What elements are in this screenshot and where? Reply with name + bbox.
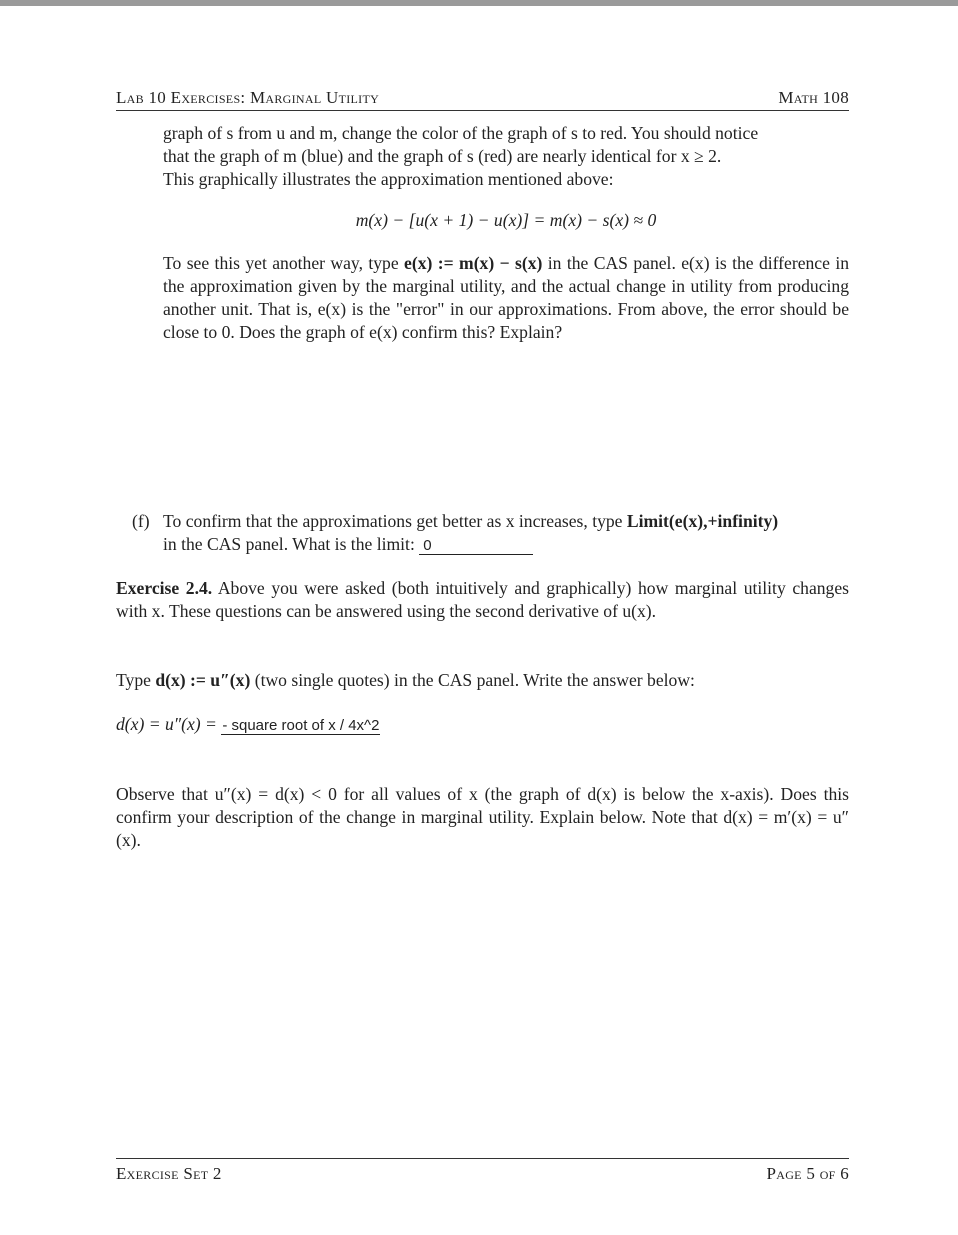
paragraph-graph-comparison (163, 122, 849, 191)
para2-text-a: To see this yet another way, type (163, 253, 405, 273)
top-border (0, 0, 958, 6)
header-title: Lab 10 Exercises: Marginal Utility (116, 88, 380, 107)
observe-text: Observe that u″(x) = d(x) < 0 for all values of x (the graph of d(x) is below the x-axis). Does this confirm your description of the change in marginal utility. Explain below. Note that d(x) = m′(x) = u″(x). (116, 784, 849, 850)
part-f (132, 510, 884, 556)
deriv-lhs: d(x) = u″(x) = (116, 714, 217, 734)
para1-line2: that the graph of m (blue) and the graph of s (red) are nearly identical for x ≥ 2. (163, 146, 722, 166)
exercise-2-4-title: Exercise 2.4. (116, 578, 213, 598)
page-footer (116, 1158, 849, 1184)
footer-set: Exercise Set 2 (116, 1164, 222, 1183)
part-f-label: (f) (132, 511, 150, 531)
equation-text: m(x) − [u(x + 1) − u(x)] = m(x) − s(x) ≈ 0 (355, 210, 657, 230)
limit-answer-field[interactable]: 0 (419, 537, 533, 555)
page-header (116, 88, 849, 111)
typed-instruction (116, 669, 849, 692)
para2-code: e(x) := m(x) − s(x) (404, 253, 543, 273)
part-f-text-a: To confirm that the approximations get better as x increases, type (163, 511, 627, 531)
para1-line1: graph of s from u and m, change the color of the graph of s to red. You should notice (163, 123, 759, 143)
second-derivative-line (116, 713, 849, 737)
footer-page: Page 5 of 6 (766, 1164, 849, 1183)
part-f-code: Limit(e(x),+infinity) (626, 511, 779, 531)
typed-text-b: (two single quotes) in the CAS panel. Write the answer below: (250, 670, 695, 690)
para2-text-b: in the CAS panel. e(x) is the difference in the approximation given by the marginal utility, and the actual change in utility from producing another unit. That is, e(x) is the "error" in our approximations. From above, the error should be close to 0. Does the graph of e(x) confirm this? Explain? (163, 253, 849, 342)
part-f-line1 (163, 510, 884, 533)
exercise-2-4 (116, 577, 849, 623)
para1-line3: This graphically illustrates the approximation mentioned above: (163, 169, 614, 189)
part-f-line2 (163, 533, 884, 556)
typed-code: d(x) := u″(x) (155, 670, 251, 690)
paragraph-error-function (163, 252, 849, 344)
second-derivative-answer-field[interactable]: - square root of x / 4x^2 (222, 717, 380, 734)
observe-paragraph (116, 783, 849, 852)
header-course: Math 108 (778, 88, 849, 107)
approximation-equation (163, 210, 849, 231)
typed-text-a: Type (116, 670, 156, 690)
part-f-text-b: in the CAS panel. What is the limit: (163, 534, 420, 554)
exercise-2-4-text: Above you were asked (both intuitively and graphically) how marginal utility changes with x. These questions can be answered using the second derivative of u(x). (116, 578, 850, 621)
